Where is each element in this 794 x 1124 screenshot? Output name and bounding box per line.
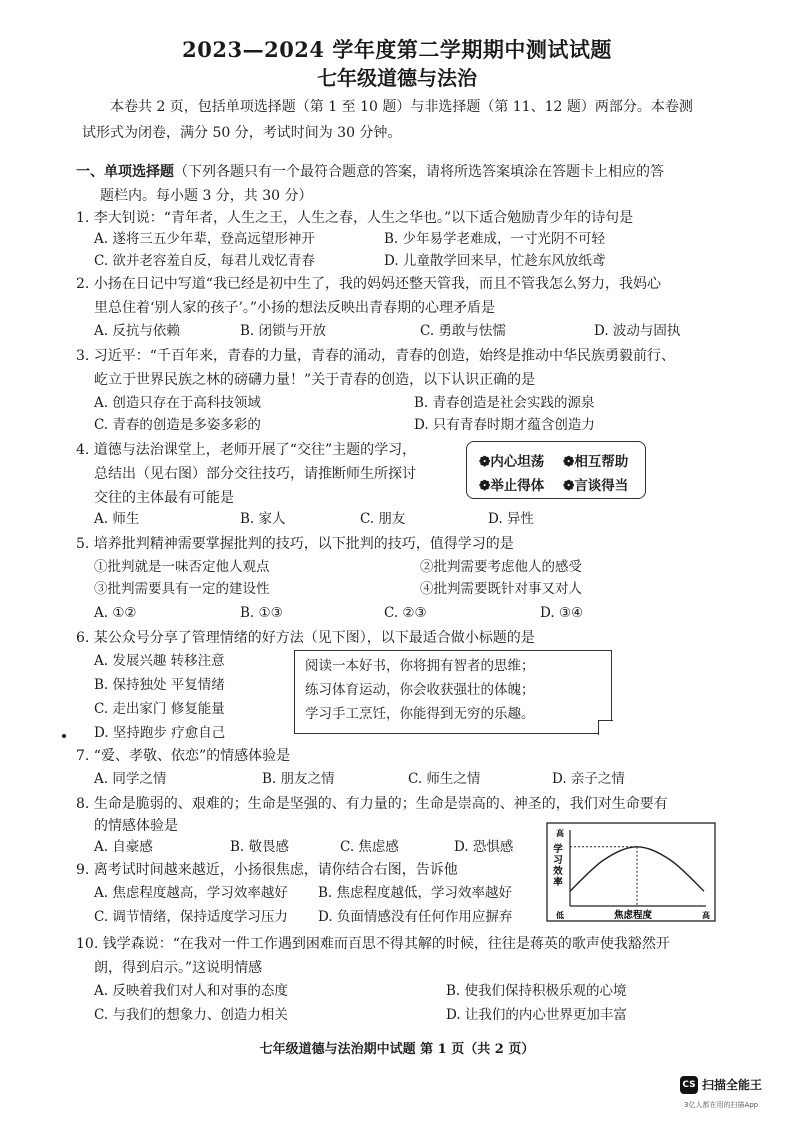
q7-option-b: B. 朋友之情 xyxy=(262,771,335,787)
q4-option-a: A. 师生 xyxy=(94,511,140,527)
watermark-tagline: 3亿人都在用的扫描App xyxy=(684,1101,759,1109)
q9-option-a: A. 焦虑程度越高，学习效率越好 xyxy=(94,885,288,901)
y-axis-label xyxy=(553,843,563,888)
page-curl-icon xyxy=(598,720,613,735)
y-axis-label-char: 习 xyxy=(553,855,563,866)
q5-option-d: D. ③④ xyxy=(540,605,584,621)
note-line-3: 学习手工烹饪，你能得到无穷的乐趣。 xyxy=(305,706,535,722)
section-instruction-2: 题栏内。每小题 3 分，共 30 分） xyxy=(100,188,313,204)
q7-option-c: C. 师生之情 xyxy=(408,771,481,787)
q5-option-b: B. ①③ xyxy=(240,605,283,621)
page-footer: 七年级道德与法治期中试题 第 1 页（共 2 页） xyxy=(259,1042,535,1057)
q4-option-b: B. 家人 xyxy=(240,511,286,527)
exam-title: 2023—2024 学年度第二学期期中测试试题 xyxy=(182,37,612,62)
question-8-stem-2: 的情感体验是 xyxy=(94,818,178,834)
intro-line-2: 试形式为闭卷，满分 50 分，考试时间为 30 分钟。 xyxy=(82,125,402,141)
q7-option-a: A. 同学之情 xyxy=(94,771,167,787)
tip-item: ❁相互帮助 xyxy=(563,454,629,470)
communication-tips-box xyxy=(466,441,646,499)
question-7-stem: 7. “爱、孝敬、依恋”的情感体验是 xyxy=(76,748,291,764)
scan-speck xyxy=(62,734,66,738)
q3-option-b: B. 青春创造是社会实践的源泉 xyxy=(414,395,595,411)
y-axis-label-char: 学 xyxy=(553,844,563,855)
q10-option-d: D. 让我们的内心世界更加丰富 xyxy=(446,1007,627,1023)
q1-option-b: B. 少年易学老难成，一寸光阴不可轻 xyxy=(384,231,606,247)
question-9-stem: 9. 离考试时间越来越近，小扬很焦虑，请你结合右图，告诉他 xyxy=(76,862,458,878)
q7-option-d: D. 亲子之情 xyxy=(552,771,625,787)
efficiency-curve xyxy=(570,847,704,906)
q6-option-b: B. 保持独处 平复情绪 xyxy=(94,677,225,693)
y-low-label: 低 xyxy=(556,910,564,920)
q8-option-c: C. 焦虑感 xyxy=(340,839,399,855)
q10-option-c: C. 与我们的想象力、创造力相关 xyxy=(94,1007,288,1023)
y-high-label: 高 xyxy=(556,828,564,838)
q5-option-c: C. ②③ xyxy=(384,605,427,621)
q9-option-c: C. 调节情绪，保持适度学习压力 xyxy=(94,909,288,925)
section-instruction-line-2 xyxy=(100,184,740,208)
note-line-1: 阅读一本好书，你将拥有智者的思维； xyxy=(305,658,535,674)
question-3-stem-1: 3. 习近平：“千百年来，青春的力量，青春的涌动，青春的创造，始终是推动中华民族勇毅前行、 xyxy=(76,348,675,364)
question-10-stem-2: 朗，得到启示。”这说明情感 xyxy=(94,960,263,976)
question-10-stem-1: 10. 钱学森说：“在我对一件工作遇到困难而百思不得其解的时候，往往是蒋英的歌声使我豁然开 xyxy=(76,936,670,952)
tip-item: ❁举止得体 xyxy=(479,478,545,494)
q4-option-c: C. 朋友 xyxy=(360,511,406,527)
q3-option-d: D. 只有青春时期才蕴含创造力 xyxy=(414,417,595,433)
q5-item-1: ①批判就是一味否定他人观点 xyxy=(94,559,270,575)
q6-option-a: A. 发展兴趣 转移注意 xyxy=(94,653,225,669)
question-8-stem-1: 8. 生命是脆弱的、艰难的；生命是坚强的、有力量的；生命是崇高的、神圣的，我们对生命要有 xyxy=(76,796,668,812)
question-4-stem-3: 交往的主体最有可能是 xyxy=(94,490,234,506)
q5-option-a: A. ①② xyxy=(94,605,137,621)
camscanner-logo-icon: CS xyxy=(680,1076,698,1094)
q6-option-d: D. 坚持跑步 疗愈自己 xyxy=(94,725,226,741)
tip-item: ❁内心坦荡 xyxy=(479,454,545,470)
q1-option-a: A. 遂将三五少年辈，登高远望形神开 xyxy=(94,231,315,247)
q5-item-4: ④批判需要既针对事又对人 xyxy=(420,581,582,597)
section-heading xyxy=(76,160,716,184)
q3-option-a: A. 创造只存在于高科技领域 xyxy=(94,395,261,411)
question-5-stem: 5. 培养批判精神需要掌握批判的技巧，以下批判的技巧，值得学习的是 xyxy=(76,536,514,552)
note-line-2: 练习体育运动，你会收获强壮的体魄； xyxy=(305,682,535,698)
q9-option-d: D. 负面情感没有任何作用应摒弃 xyxy=(318,909,513,925)
q3-option-c: C. 青春的创造是多姿多彩的 xyxy=(94,417,261,433)
q1-option-c: C. 欲并老容羞自反，每君儿戏忆青春 xyxy=(94,253,315,269)
q2-option-a: A. 反抗与依赖 xyxy=(94,323,180,339)
q5-item-3: ③批判需要具有一定的建设性 xyxy=(94,581,270,597)
exam-subject: 七年级道德与法治 xyxy=(317,66,477,90)
y-axis-label-char: 效 xyxy=(553,866,563,877)
anxiety-efficiency-chart xyxy=(546,822,716,922)
question-2-stem-2: 里总住着‘别人家的孩子’。”小扬的想法反映出青春期的心理矛盾是 xyxy=(94,300,496,316)
question-4-stem-1: 4. 道德与法治课堂上，老师开展了“交往”主题的学习， xyxy=(76,442,417,458)
question-2-stem-1: 2. 小扬在日记中写道“我已经是初中生了，我的妈妈还整天管我，而且不管我怎么努力，我妈心 xyxy=(76,276,661,292)
question-4-stem-2: 总结出（见右图）部分交往技巧，请推断师生所探讨 xyxy=(94,466,416,482)
y-axis-label-char: 率 xyxy=(553,877,563,888)
x-axis-label: 焦虑程度 xyxy=(614,910,653,921)
q9-option-b: B. 焦虑程度越低，学习效率越好 xyxy=(318,885,513,901)
q8-option-b: B. 敬畏感 xyxy=(230,839,290,855)
q8-option-a: A. 自豪感 xyxy=(94,839,153,855)
q2-option-b: B. 闭锁与开放 xyxy=(240,323,327,339)
q2-option-c: C. 勇敢与怯懦 xyxy=(420,323,506,339)
section-title: 一、单项选择题 xyxy=(76,164,174,180)
x-high-label: 高 xyxy=(702,910,710,920)
q6-option-c: C. 走出家门 修复能量 xyxy=(94,701,225,717)
question-3-stem-2: 屹立于世界民族之林的磅礴力量！”关于青春的创造，以下认识正确的是 xyxy=(94,372,536,388)
q4-option-d: D. 异性 xyxy=(488,511,534,527)
q8-option-d: D. 恐惧感 xyxy=(454,839,514,855)
q10-option-a: A. 反映着我们对人和对事的态度 xyxy=(94,983,288,999)
intro-line-1: 本卷共 2 页，包括单项选择题（第 1 至 10 题）与非选择题（第 11、12 题）两部分。本卷测 xyxy=(110,99,693,115)
tip-item: ❁言谈得当 xyxy=(563,478,629,494)
question-6-stem: 6. 某公众号分享了管理情绪的好方法（见下图），以下最适合做小标题的是 xyxy=(76,630,535,646)
q1-option-d: D. 儿童散学回来早，忙趁东风放纸鸢 xyxy=(384,253,606,269)
q5-item-2: ②批判需要考虑他人的感受 xyxy=(420,559,582,575)
q10-option-b: B. 使我们保持积极乐观的心境 xyxy=(446,983,627,999)
section-instruction-1: （下列各题只有一个最符合题意的答案，请将所选答案填涂在答题卡上相应的答 xyxy=(174,164,664,180)
question-1-stem: 1. 李大钊说：“青年者，人生之王，人生之春，人生之华也。”以下适合勉励青少年的诗句是 xyxy=(76,210,634,226)
emotion-tips-note xyxy=(294,650,612,734)
watermark-name: 扫描全能王 xyxy=(702,1078,763,1092)
q2-option-d: D. 波动与固执 xyxy=(594,323,681,339)
